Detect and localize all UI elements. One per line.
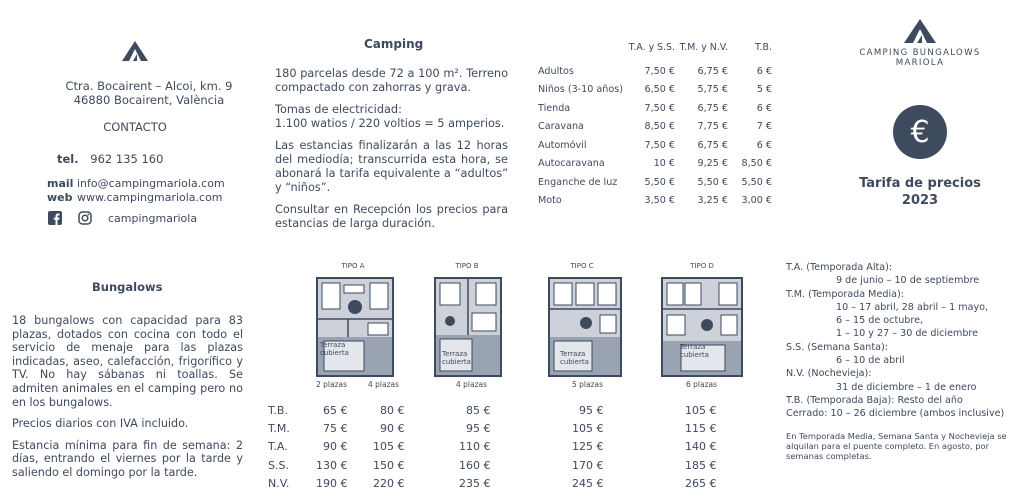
bungalows-features-text: 18 bungalows con capacidad para 83 plazas, dotados con cocina con todo el servicio de menaje para las plazas indicadas, aseo, calefacción, frigorífico y TV. No hay sábanas ni toallas. Se admiten animales en el camping pero no en los bungalows. [12,314,243,409]
season-nv-dates: 31 de diciembre – 1 de enero [836,381,977,393]
season-note: En Temporada Media, Semana Santa y Nochevieja se alquilan para el puente completo. En agosto, por semanas completas. [786,430,1007,461]
bungalows-vat-text: Precios diarios con IVA incluido. [12,417,189,431]
season-tm-dates-3: 1 – 10 y 27 – 30 de diciembre [836,328,979,340]
plan-c-terrace: Terraza cubierta [560,350,589,366]
facebook-icon[interactable] [48,211,62,225]
plan-c-label: TIPO C [570,262,594,270]
plan-b-places: 4 plazas [456,380,488,389]
social-handle[interactable]: campingmariola [108,211,198,225]
header-tb: T.B. [754,42,772,53]
season-ta-heading: T.A. (Temporada Alta): [786,262,893,273]
plan-a-terrace: Terraza cubierta [320,341,349,357]
plan-b-terrace: Terraza cubierta [442,350,471,366]
bungalows-title: Bungalows [92,280,163,294]
brand-logo-icon [903,18,937,44]
address-line1: Ctra. Bocairent – Alcoi, km. 9 [65,79,233,93]
camping-price-table [538,42,772,210]
season-tm-heading: T.M. (Temporada Media): [786,288,904,300]
season-nv-heading: N.V. (Nochevieja): [786,368,872,380]
season-tb-row: T.B. (Temporada Baja): Resto del año [786,394,963,406]
season-ss-dates: 6 – 10 de abril [836,355,905,367]
camping-plots-text: 180 parcelas desde 72 a 100 m². Terreno compactado con zahorras y grava. [275,67,508,94]
phone-label: tel. [57,152,79,166]
table-row: Automóvil 7,50 € 6,75 € 6 € [538,139,772,151]
table-row: T.M. 75 € 90 € 95 € 105 € 115 € [268,421,717,435]
season-ta-dates: 9 de junio – 10 de septiembre [836,275,980,287]
table-row: Tienda 7,50 € 6,75 € 6 € [538,102,772,114]
season-closed-row: Cerrado: 10 – 26 diciembre (ambos inclusive) [786,408,1005,420]
floor-plan-a [316,277,394,377]
instagram-icon[interactable] [78,211,92,225]
phone-number[interactable]: 962 135 160 [90,152,164,166]
mail-label: mail [47,177,74,190]
brand-logo-icon [121,40,149,62]
table-row: N.V. 190 € 220 € 235 € 245 € 265 € [268,476,717,490]
floor-plan-d [661,277,743,377]
table-row: T.B. 65 € 80 € 85 € 95 € 105 € [268,403,717,417]
plan-a-places-2: 4 plazas [368,380,400,389]
camping-checkout-text: Las estancias finalizarán a las 12 horas del mediodía; transcurrida esta hora, se abonará la tarifa equivalente a “adultos” y “niños”. [275,139,508,194]
web-label: web [47,191,73,204]
camping-title: Camping [364,37,424,51]
email-link[interactable]: info@campingmariola.com [77,177,225,190]
season-tm-dates-1: 10 – 17 abril, 28 abril – 1 mayo, [836,301,989,313]
camping-description [275,67,508,239]
header-ta-ss: T.A. y S.S. [628,42,675,53]
table-row: Niños (3-10 años) 6,50 € 5,75 € 5 € [538,84,772,96]
season-ss-heading: S.S. (Semana Santa): [786,341,888,353]
seasons-block [786,261,1016,461]
camping-price-header [538,42,772,62]
plan-d-terrace: Terraza cubierta [680,343,709,359]
header-tm-nv: T.M. y N.V. [679,42,728,53]
table-row: Adultos 7,50 € 6,75 € 6 € [538,65,772,77]
plan-b-label: TIPO B [455,262,479,270]
table-row: S.S. 130 € 150 € 160 € 170 € 185 € [268,458,717,472]
plan-d-label: TIPO D [690,262,714,270]
plan-a-label: TIPO A [341,262,365,270]
plan-c-places: 5 plazas [572,380,604,389]
table-row: Caravana 8,50 € 7,75 € 7 € [538,121,772,133]
address [40,79,258,107]
tarifa-title: Tarifa de precios 2023 [859,176,981,208]
brand-name: CAMPING BUNGALOWS MARIOLA [859,48,981,68]
table-row: Autocaravana 10 € 9,25 € 8,50 € [538,158,772,170]
table-row: Enganche de luz 5,50 € 5,50 € 5,50 € [538,176,772,188]
social-row [48,211,197,225]
address-line2: 46880 Bocairent, València [73,93,225,107]
table-row: Moto 3,50 € 3,25 € 3,00 € [538,195,772,207]
bungalows-description [12,314,243,488]
web-link[interactable]: www.campingmariola.com [77,191,223,204]
bungalow-price-table [268,401,717,492]
camping-electricity-text: Tomas de electricidad: 1.100 watios / 220 voltios = 5 amperios. [275,103,505,130]
table-row: T.A. 90 € 105 € 110 € 125 € 140 € [268,440,717,454]
plan-a-places-1: 2 plazas [316,380,348,389]
mail-web-block [47,177,225,205]
plan-d-places: 6 plazas [686,380,718,389]
contact-heading: CONTACTO [103,120,167,134]
season-tm-dates-2: 6 – 15 de octubre, [836,315,924,327]
bungalows-min-stay-text: Estancia mínima para fin de semana: 2 días, entrando el viernes por la tarde y saliendo el domingo por la tarde. [12,438,243,479]
camping-long-stay-text: Consultar en Recepción los precios para estancias de larga duración. [275,203,508,230]
phone-row [57,152,163,166]
euro-icon: € [893,105,947,159]
